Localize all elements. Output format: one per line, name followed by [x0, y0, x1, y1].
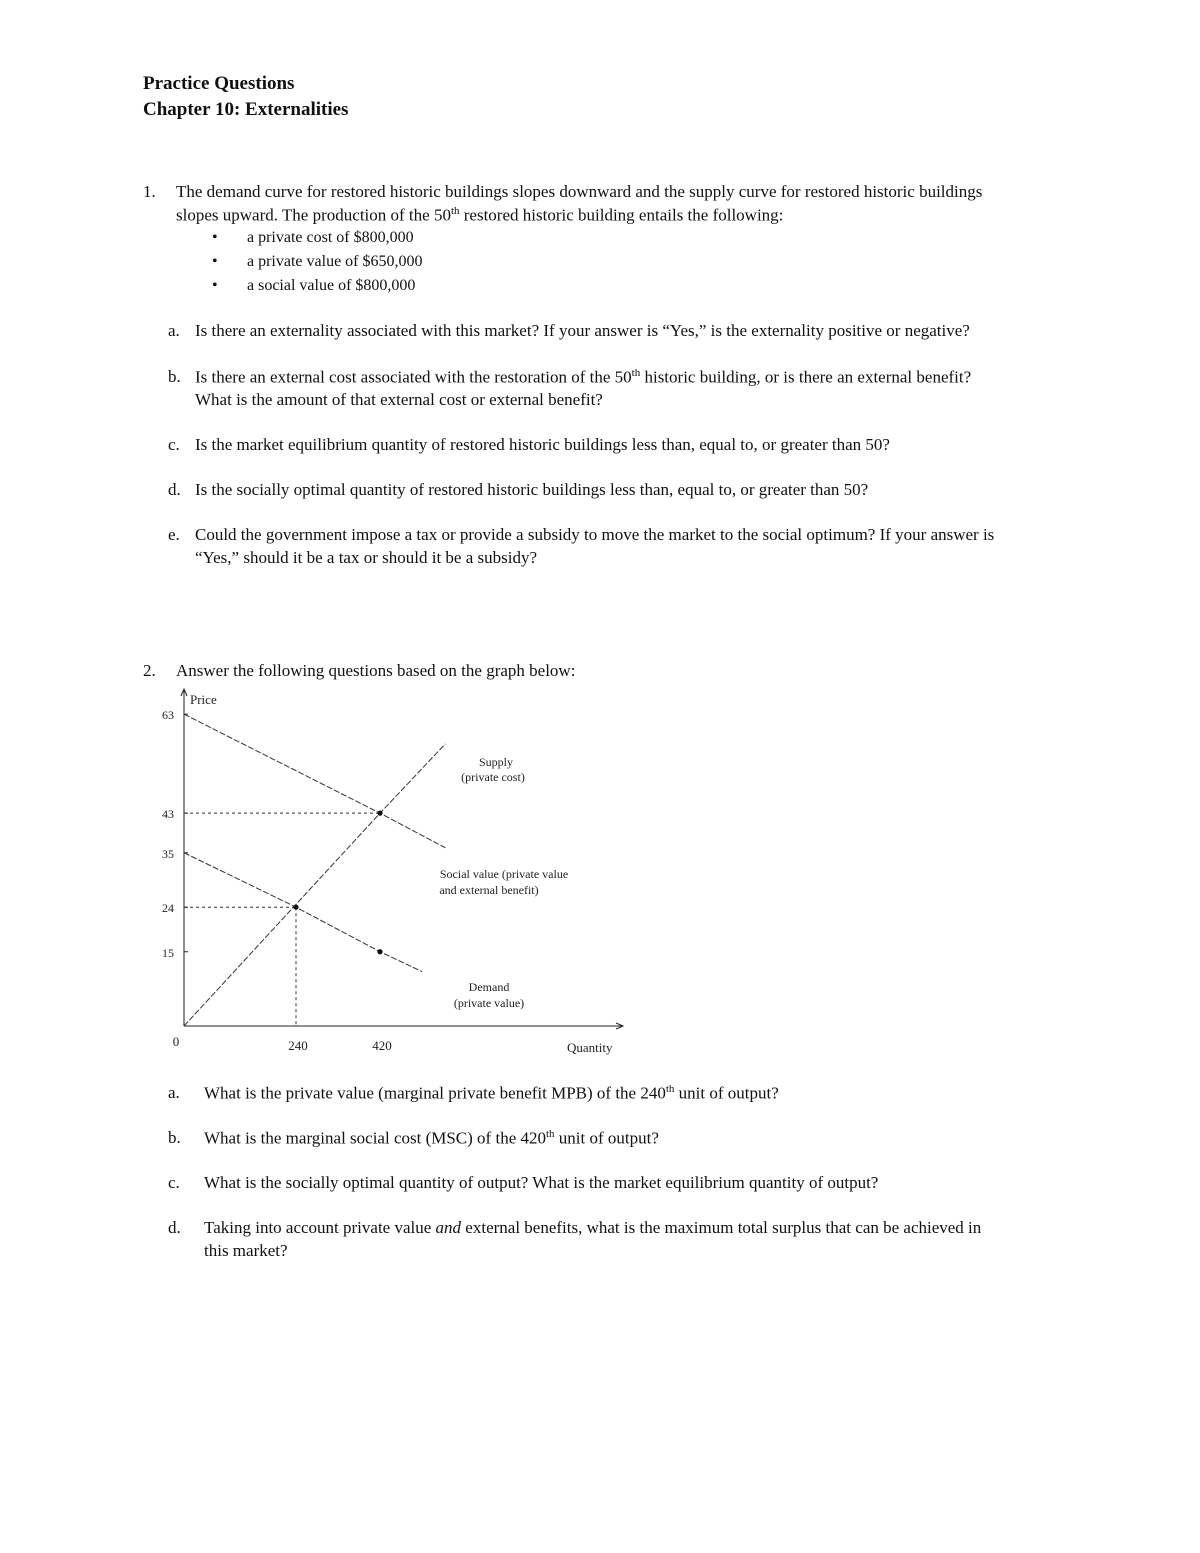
q1d-letter: d.	[168, 480, 181, 499]
x-axis-label: Quantity	[567, 1040, 613, 1055]
social-value-label: Social value (private value	[439, 867, 569, 881]
supply-label: Supply	[478, 755, 514, 769]
x-tick-label: 240	[288, 1038, 308, 1053]
chapter-title: Chapter 10: Externalities	[143, 99, 349, 120]
q2b-letter: b.	[168, 1128, 181, 1147]
social-value-line	[184, 714, 445, 848]
q2a-text: What is the private value (marginal private benefit MPB) of the 240th unit of output?	[204, 1083, 779, 1103]
externality-graph	[150, 680, 650, 1070]
q1c-letter: c.	[168, 435, 180, 454]
q1e-line1: Could the government impose a tax or provide a subsidy to move the market to the social optimum? If your answer is	[195, 525, 995, 544]
bullet-social-value: a social value of $800,000	[247, 277, 416, 294]
y-tick-label: 24	[162, 901, 174, 916]
bullet-glyph: •	[212, 229, 218, 246]
q1a-text: Is there an externality associated with this market? If your answer is “Yes,” is the externality positive or negative?	[195, 321, 970, 340]
q2c-letter: c.	[168, 1173, 180, 1192]
demand-line	[184, 853, 422, 972]
q2a-letter: a.	[168, 1083, 180, 1102]
y-tick-label: 35	[162, 846, 174, 861]
demand-label: Demand	[468, 980, 510, 994]
y-tick-label: 43	[162, 807, 174, 822]
q1-number: 1.	[143, 182, 156, 201]
social-value-label-sub: and external benefit)	[439, 883, 539, 897]
q1-intro-line2: slopes upward. The production of the 50th restored historic building entails the following:	[176, 205, 784, 225]
demand-label-sub: (private value)	[453, 996, 525, 1010]
bullet-glyph: •	[212, 277, 218, 294]
q1b-line2: What is the amount of that external cost or external benefit?	[195, 390, 603, 409]
q1c-text: Is the market equilibrium quantity of restored historic buildings less than, equal to, or greater than 50?	[195, 435, 890, 454]
q2-intro: Answer the following questions based on the graph below:	[176, 661, 576, 680]
y-axis-label: Price	[190, 692, 217, 707]
q2-number: 2.	[143, 661, 156, 680]
q1b-text: Is there an external cost associated with the restoration of the 50th historic building, or is there an external benefit?	[195, 367, 972, 387]
x-tick-label: 420	[372, 1038, 392, 1053]
data-point	[377, 949, 382, 954]
q2c-text: What is the socially optimal quantity of output? What is the market equilibrium quantity of output?	[204, 1173, 879, 1192]
q1b-letter: b.	[168, 367, 181, 386]
bullet-private-cost: a private cost of $800,000	[247, 229, 414, 246]
origin-label: 0	[172, 1034, 180, 1049]
q1e-line2: “Yes,” should it be a tax or should it be a subsidy?	[195, 548, 538, 567]
q2d-letter: d.	[168, 1218, 181, 1237]
data-point	[293, 905, 298, 910]
y-tick-label: 15	[162, 945, 174, 960]
q1-intro-line1: The demand curve for restored historic buildings slopes downward and the supply curve for restored historic buildings	[176, 182, 983, 201]
y-tick-label: 63	[162, 708, 174, 723]
bullet-glyph: •	[212, 253, 218, 270]
q2d-line1: Taking into account private value and external benefits, what is the maximum total surplus that can be achieved in	[204, 1218, 982, 1237]
q1e-letter: e.	[168, 525, 180, 544]
data-point	[377, 811, 382, 816]
q2b-text: What is the marginal social cost (MSC) of the 420th unit of output?	[204, 1128, 659, 1148]
q1a-letter: a.	[168, 321, 180, 340]
bullet-private-value: a private value of $650,000	[247, 253, 423, 270]
supply-label-sub: (private cost)	[461, 770, 525, 784]
q2d-line2: this market?	[204, 1241, 288, 1260]
supply-line	[184, 744, 445, 1026]
q1d-text: Is the socially optimal quantity of restored historic buildings less than, equal to, or greater than 50?	[195, 480, 869, 499]
page-title: Practice Questions	[143, 73, 295, 94]
